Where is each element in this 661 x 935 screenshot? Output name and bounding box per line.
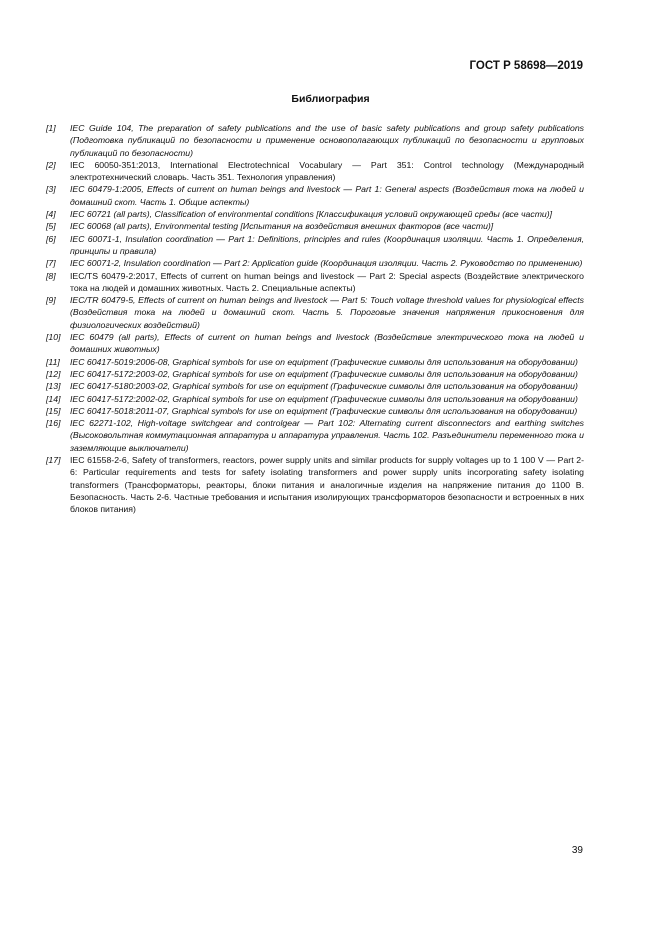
reference-number: [9] [46,295,56,306]
reference-number: [14] [46,393,61,404]
reference-number: [11] [46,356,60,367]
reference-item [46,220,584,232]
reference-text: IEC 62271-102, High-voltage switchgear and controlgear — Part 102: Alternating current disconnectors and earthing switches (Высоковольтная коммутационная аппаратура и аппаратура управления. Часть 102. Разъединители переменного тока и заземляющие выключатели) [70,418,584,453]
reference-number: [7] [46,258,56,269]
reference-text: IEC/TR 60479-5, Effects of current on human beings and livestock — Part 5: Touch voltage threshold values for physiological effects (Воздействия тока на людей и домашний скот. Часть 5. Пороговые значения напряжения прикосновения для физиологических воздействий) [70,295,584,330]
reference-item [46,356,584,368]
reference-number: [8] [46,270,56,281]
page-number: 39 [571,845,583,856]
reference-text: IEC/TS 60479-2:2017, Effects of current on human beings and livestock — Part 2: Special aspects (Воздействие электрического тока на людей и домашних животных. Часть 2. Специальные аспекты) [70,270,584,293]
reference-item [46,257,584,269]
reference-text: IEC 60050-351:2013, International Electrotechnical Vocabulary — Part 351: Control technology (Международный электротехнический словарь. Часть 351. Технология управления) [70,159,584,183]
reference-text: IEC 60071-2, Insulation coordination — Part 2: Application guide (Координация изоляции. Часть 2. Руководство по применению) [70,258,583,269]
reference-item [46,417,584,454]
reference-text: IEC 60479 (all parts), Effects of current on human beings and livestock (Воздействие электрического тока на людей и домашних животных) [70,332,584,355]
reference-item [46,405,584,417]
reference-text: IEC 60417-5019:2006-08, Graphical symbols for use on equipment (Графические символы для использования на оборудовании) [70,356,578,367]
reference-number: [6] [46,233,56,244]
reference-number: [10] [46,332,61,343]
reference-item [46,454,584,515]
reference-number: [16] [46,418,61,429]
reference-item [46,270,584,295]
reference-item [46,331,584,356]
reference-item [46,183,584,208]
reference-number: [13] [46,381,61,392]
document-code: ГОСТ Р 58698—2019 [469,60,583,72]
reference-text: IEC 60721 (all parts), Classification of environmental conditions [Классификация условий окружающей среды (все части)] [70,209,553,220]
reference-item [46,380,584,392]
reference-item [46,368,584,380]
reference-text: IEC 60071-1, Insulation coordination — Part 1: Definitions, principles and rules (Координация изоляции. Часть 1. Определения, принципы и правила) [70,233,584,256]
reference-text: IEC 61558-2-6, Safety of transformers, reactors, power supply units and similar products for supply voltages up to 1 100 V — Part 2-6: Particular requirements and tests for safety isolating transformers and power supply units incorporating safety isolating transformers (Трансформаторы, реакторы, блоки питания и аналогичные изделия на напряжение питания до 1100 В. Безопасность. Часть 2-6. Частные требования и испытания изолирующих трансформаторов безопасности и встроенных в них блоков питания) [70,455,584,515]
reference-item [46,294,584,331]
reference-text: IEC 60417-5180:2003-02, Graphical symbols for use on equipment (Графические символы для использования на оборудовании) [70,381,578,392]
reference-number: [2] [46,159,56,170]
bibliography-title: Библиография [291,93,370,105]
reference-text: IEC 60417-5018:2011-07, Graphical symbols for use on equipment (Графические символы для использования на оборудовании) [70,405,578,416]
reference-item [46,122,584,159]
reference-number: [15] [46,405,61,416]
reference-text: IEC Guide 104, The preparation of safety publications and the use of basic safety publications and group safety publications (Подготовка публикаций по безопасности и применение основополагающих публикаций по безопасности и групповых публикаций по безопасности) [70,123,584,158]
reference-number: [17] [46,455,61,466]
reference-text: IEC 60068 (all parts), Environmental testing [Испытания на воздействия внешних факторов (все части)] [70,221,494,232]
reference-item [46,208,584,220]
reference-number: [4] [46,209,56,220]
reference-number: [3] [46,184,56,195]
reference-text: IEC 60417-5172:2003-02, Graphical symbols for use on equipment (Графические символы для использования на оборудовании) [70,368,578,379]
reference-number: [5] [46,221,56,232]
reference-number: [12] [46,368,61,379]
reference-number: [1] [46,123,56,133]
reference-item [46,233,584,258]
reference-item [46,159,584,184]
reference-list [46,122,584,516]
reference-text: IEC 60479-1:2005, Effects of current on human beings and livestock — Part 1: General aspects (Воздействия тока на людей и домашний скот. Часть 1. Общие аспекты) [70,184,584,207]
reference-item [46,393,584,405]
reference-text: IEC 60417-5172:2002-02, Graphical symbols for use on equipment (Графические символы для использования на оборудовании) [70,393,578,404]
